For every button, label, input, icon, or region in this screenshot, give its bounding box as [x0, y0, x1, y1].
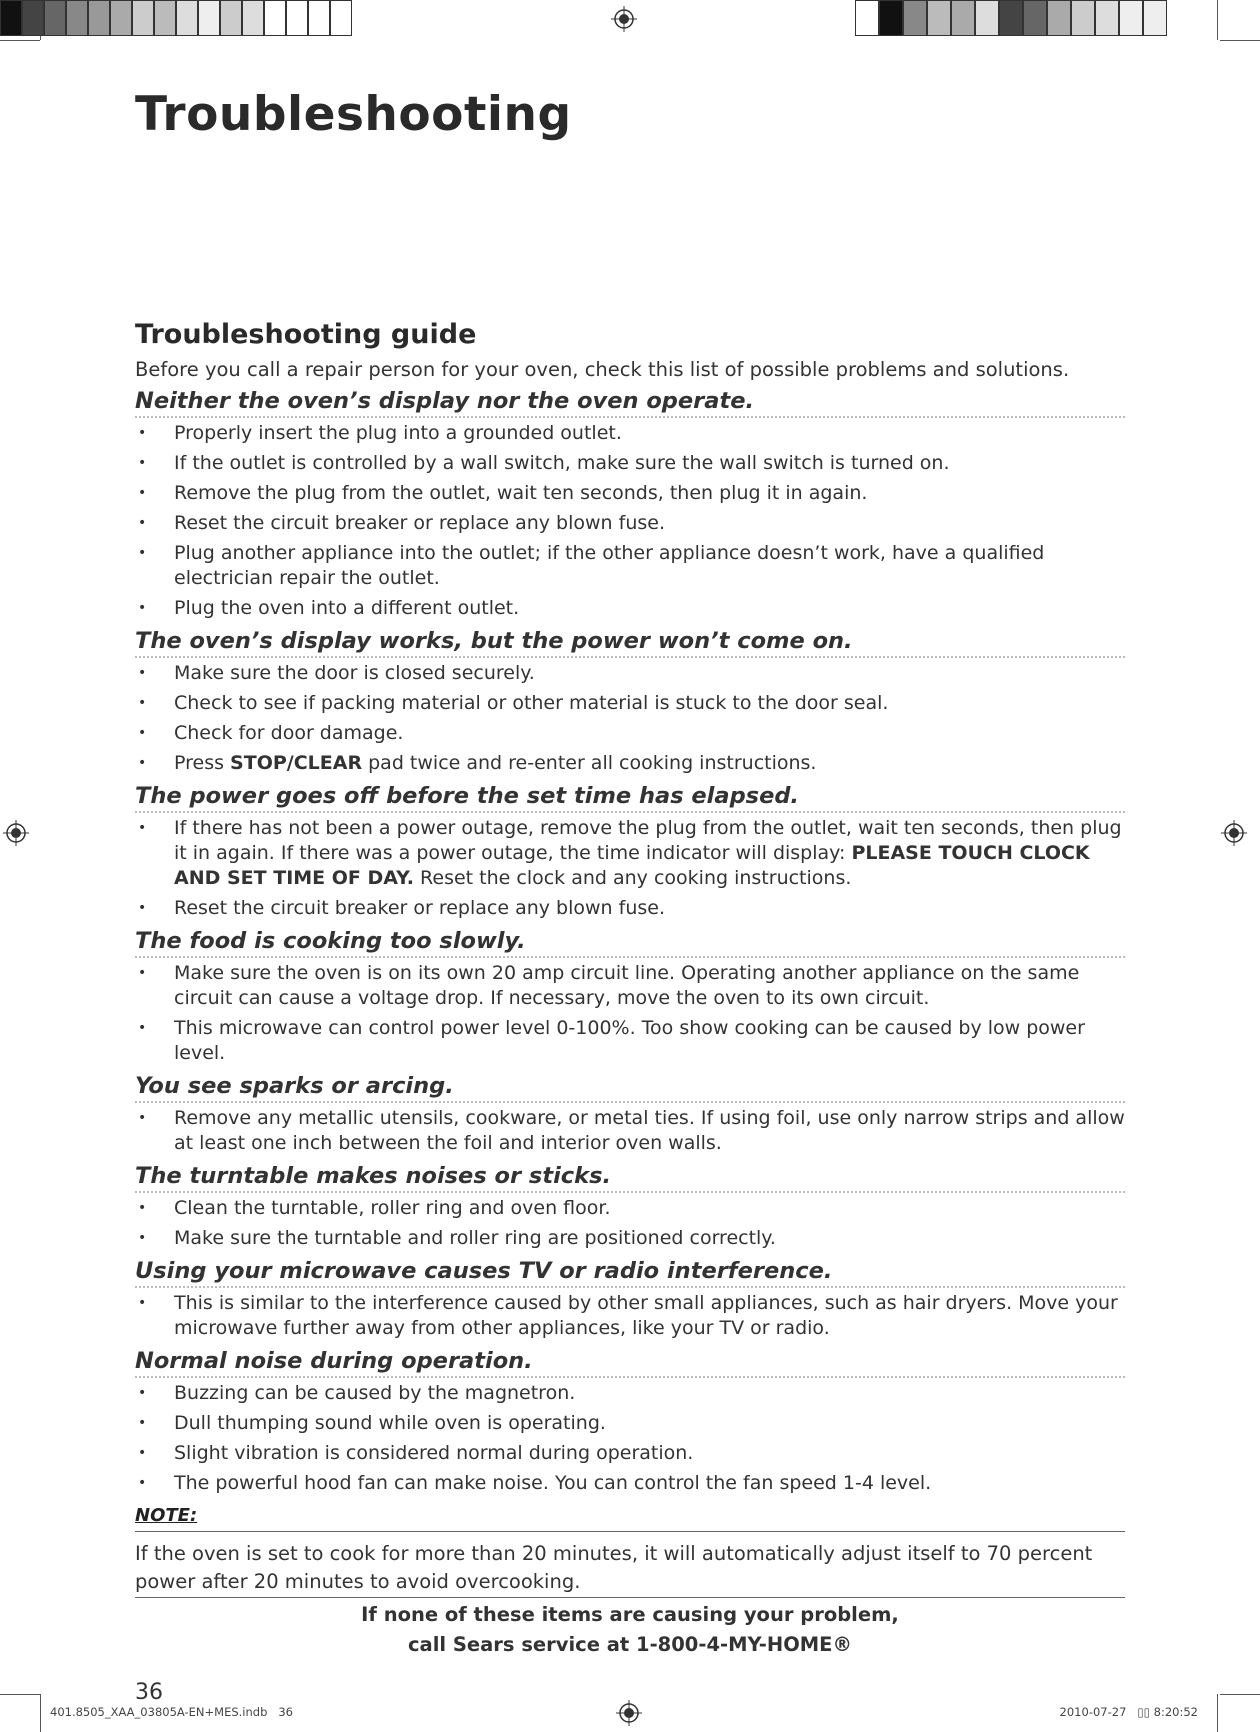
bullet-icon: •: [138, 545, 147, 561]
crop-mark: [1217, 1694, 1218, 1732]
intro-text: Before you call a repair person for your oven, check this list of possible problems and solutions.: [135, 358, 1070, 381]
bullet-icon: •: [138, 455, 147, 471]
problem-heading: The oven’s display works, but the power won’t come on.: [135, 626, 1125, 658]
solution-item: • Plug another appliance into the outlet; if the other appliance doesn’t work, have a qualified electrician repair the outlet.: [138, 542, 1045, 589]
solution-item: • If the outlet is controlled by a wall switch, make sure the wall switch is turned on.: [138, 452, 950, 474]
solution-item: • This is similar to the interference caused by other small appliances, such as hair dryers. Move your microwave further away from other appliances, like your TV or radio.: [138, 1292, 1118, 1339]
section-title: Troubleshooting guide: [135, 319, 477, 350]
footer-timestamp: 2010-07-27 ▯▯ 8:20:52: [1059, 1705, 1198, 1719]
solution-item: • The powerful hood fan can make noise. You can control the fan speed 1-4 level.: [138, 1472, 932, 1494]
bullet-icon: •: [138, 1230, 147, 1246]
callout-line-2: call Sears service at 1-800-4-MY-HOME®: [408, 1633, 852, 1656]
problem-heading: The turntable makes noises or sticks.: [135, 1161, 1125, 1193]
solution-item: • This microwave can control power level 0-100%. Too show cooking can be caused by low power level.: [138, 1017, 1085, 1064]
problem-heading: The food is cooking too slowly.: [135, 926, 1125, 958]
solution-list: [135, 421, 1125, 621]
solution-item: • Make sure the door is closed securely.: [138, 662, 535, 684]
solution-list: [135, 1381, 1125, 1496]
bullet-icon: •: [138, 725, 147, 741]
crop-mark: [1220, 40, 1260, 41]
solution-item: • Slight vibration is considered normal during operation.: [138, 1442, 694, 1464]
solution-item: • Clean the turntable, roller ring and oven floor.: [138, 1197, 611, 1219]
crop-mark: [1217, 0, 1218, 40]
bullet-icon: •: [138, 1020, 147, 1036]
bullet-icon: •: [138, 820, 147, 836]
solution-list: [135, 816, 1125, 921]
solution-item: • Remove the plug from the outlet, wait ten seconds, then plug it in again.: [138, 482, 868, 504]
bullet-icon: •: [138, 900, 147, 916]
solution-item: • Press STOP/CLEAR pad twice and re-enter all cooking instructions.: [138, 752, 817, 774]
display-message: PLEASE TOUCH CLOCK AND SET TIME OF DAY.: [174, 842, 1090, 889]
solution-item: • If there has not been a power outage, remove the plug from the outlet, wait ten seconds, then plug it in again. If there was a power outage, the time indicator will display: PLEASE TOUCH CLOCK AND SET TIME OF DAY. Reset the clock and any cooking instructions.: [138, 817, 1122, 889]
problem-heading: Normal noise during operation.: [135, 1346, 1125, 1378]
bullet-icon: •: [138, 1415, 147, 1431]
solution-list: [135, 1291, 1125, 1341]
key-label: STOP/CLEAR: [230, 752, 363, 774]
crop-mark: [0, 1694, 40, 1695]
bullet-icon: •: [138, 965, 147, 981]
service-callout: [135, 1600, 1125, 1660]
page-title: Troubleshooting: [135, 87, 572, 142]
problem-heading: Using your microwave causes TV or radio interference.: [135, 1256, 1125, 1288]
bullet-icon: •: [138, 1295, 147, 1311]
solution-item: • Remove any metallic utensils, cookware, or metal ties. If using foil, use only narrow strips and allow at least one inch between the foil and interior oven walls.: [138, 1107, 1125, 1154]
solution-item: • Plug the oven into a different outlet.: [138, 597, 520, 619]
registration-target-icon: [3, 820, 29, 846]
bullet-icon: •: [138, 600, 147, 616]
bullet-icon: •: [138, 1445, 147, 1461]
solution-item: • Make sure the oven is on its own 20 amp circuit line. Operating another appliance on the same circuit can cause a voltage drop. If necessary, move the oven to its own circuit.: [138, 962, 1080, 1009]
bullet-icon: •: [138, 1475, 147, 1491]
solution-item: • Check to see if packing material or other material is stuck to the door seal.: [138, 692, 889, 714]
solution-item: • Check for door damage.: [138, 722, 404, 744]
solution-list: [135, 1196, 1125, 1251]
bullet-icon: •: [138, 1200, 147, 1216]
bullet-icon: •: [138, 755, 147, 771]
crop-mark: [1220, 1694, 1260, 1695]
solution-list: [135, 961, 1125, 1066]
solution-item: • Properly insert the plug into a grounded outlet.: [138, 422, 622, 444]
color-bar-right: [855, 0, 1167, 36]
problem-heading: The power goes off before the set time has elapsed.: [135, 781, 1125, 813]
solution-item: • Reset the circuit breaker or replace any blown fuse.: [138, 897, 665, 919]
crop-mark: [40, 1694, 41, 1732]
callout-line-1: If none of these items are causing your problem,: [361, 1603, 899, 1626]
solution-item: • Make sure the turntable and roller ring are positioned correctly.: [138, 1227, 776, 1249]
bullet-icon: •: [138, 425, 147, 441]
crop-mark: [0, 40, 40, 41]
color-bar-left: [0, 0, 352, 36]
solution-item: • Reset the circuit breaker or replace any blown fuse.: [138, 512, 665, 534]
note-label: NOTE:: [135, 1501, 1125, 1532]
solution-list: [135, 1106, 1125, 1156]
bullet-icon: •: [138, 515, 147, 531]
solution-item: • Buzzing can be caused by the magnetron.: [138, 1382, 576, 1404]
solution-item: • Dull thumping sound while oven is operating.: [138, 1412, 606, 1434]
problem-heading: Neither the oven’s display nor the oven operate.: [135, 386, 1125, 418]
bullet-icon: •: [138, 695, 147, 711]
registration-target-icon: [611, 6, 637, 32]
page-content: [135, 80, 1125, 1705]
solution-list: [135, 661, 1125, 776]
page-number: 36: [135, 1680, 163, 1705]
bullet-icon: •: [138, 485, 147, 501]
bullet-icon: •: [138, 1385, 147, 1401]
bullet-icon: •: [138, 665, 147, 681]
note-text: If the oven is set to cook for more than 20 minutes, it will automatically adjust itself to 70 percent power after 20 minutes to avoid overcooking.: [135, 1540, 1125, 1598]
footer-file-name: 401.8505_XAA_03805A-EN+MES.indb 36: [50, 1705, 293, 1719]
problem-heading: You see sparks or arcing.: [135, 1071, 1125, 1103]
registration-target-icon: [1221, 820, 1247, 846]
bullet-icon: •: [138, 1110, 147, 1126]
